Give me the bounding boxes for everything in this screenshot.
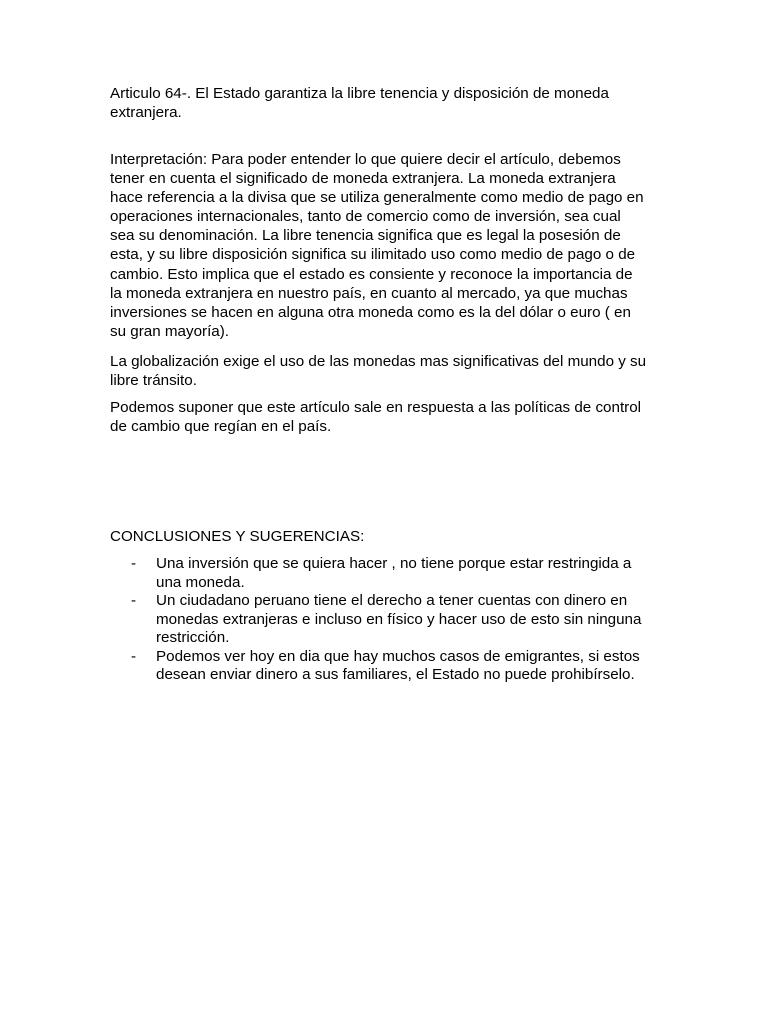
article-paragraph	[110, 84, 670, 122]
list-item-line: Un ciudadano peruano tiene el derecho a tener cuentas con dinero en	[156, 592, 628, 609]
supposition-line: Podemos suponer que este artículo sale en respuesta a las políticas de control	[110, 399, 642, 416]
interpretation-line: cambio. Esto implica que el estado es consiente y reconoce la importancia de	[110, 265, 633, 283]
interpretation-line: tener en cuenta el significado de moneda extranjera. La moneda extranjera	[110, 170, 616, 188]
list-item	[110, 555, 670, 592]
interpretation-line: Interpretación: Para poder entender lo que quiere decir el artículo, debemos	[110, 151, 621, 168]
list-item-line: restricción.	[156, 629, 230, 646]
interpretation-line: esta, y su libre disposición significa su ilimitado uso como medio de pago o de	[110, 246, 636, 264]
bullet-dash: -	[131, 555, 137, 572]
list-item	[110, 592, 670, 648]
conclusions-heading: CONCLUSIONES Y SUGERENCIAS:	[110, 528, 365, 545]
list-item-line: Una inversión que se quiera hacer , no tiene porque estar restringida a	[156, 555, 632, 572]
list-item	[110, 648, 670, 685]
interpretation-line: hace referencia a la divisa que se utiliza generalmente como medio de pago en	[110, 189, 644, 207]
globalization-paragraph	[110, 352, 670, 390]
interpretation-line: sea su denominación. La libre tenencia significa que es legal la posesión de	[110, 227, 621, 245]
bullet-dash: -	[131, 592, 137, 609]
globalization-line: La globalización exige el uso de las monedas mas significativas del mundo y su	[110, 353, 647, 370]
interpretation-line: operaciones internacionales, tanto de comercio como de inversión, sea cual	[110, 208, 621, 226]
conclusions-list	[110, 555, 670, 685]
interpretation-line: su gran mayoría).	[110, 322, 230, 340]
article-line: extranjera.	[110, 104, 182, 121]
globalization-line: libre tránsito.	[110, 372, 197, 389]
interpretation-line: la moneda extranjera en nuestro país, en cuanto al mercado, ya que muchas	[110, 284, 628, 302]
list-item-line: Podemos ver hoy en dia que hay muchos casos de emigrantes, si estos	[156, 647, 640, 665]
interpretation-line: inversiones se hacen en alguna otra moneda como es la del dólar o euro ( en	[110, 303, 631, 321]
bullet-dash: -	[131, 647, 137, 665]
list-item-line: una moneda.	[156, 573, 245, 591]
article-line: Articulo 64-. El Estado garantiza la libre tenencia y disposición de moneda	[110, 85, 609, 102]
interpretation-paragraph	[110, 150, 670, 341]
supposition-paragraph	[110, 398, 670, 436]
list-item-line: desean enviar dinero a sus familiares, el Estado no puede prohibírselo.	[156, 666, 635, 683]
list-item-line: monedas extranjeras e incluso en físico y hacer uso de esto sin ninguna	[156, 610, 642, 628]
supposition-line: de cambio que regían en el país.	[110, 418, 332, 435]
